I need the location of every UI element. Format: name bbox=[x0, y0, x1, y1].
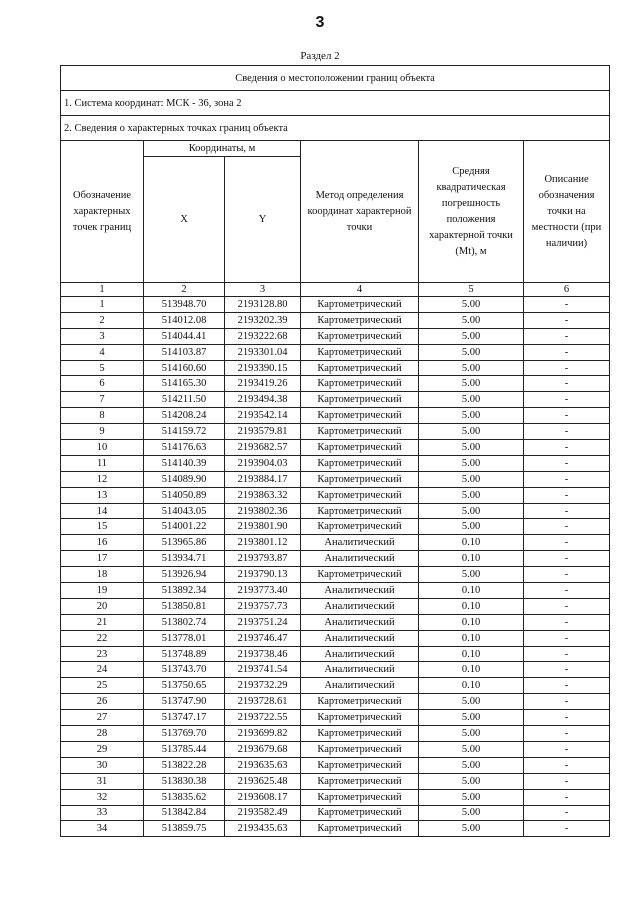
point-number-cell: 7 bbox=[61, 392, 144, 408]
description-cell: - bbox=[524, 662, 610, 678]
point-number-cell: 8 bbox=[61, 408, 144, 424]
description-cell: - bbox=[524, 297, 610, 313]
x-coordinate-cell: 514050.89 bbox=[144, 487, 225, 503]
point-number-cell: 19 bbox=[61, 583, 144, 599]
error-cell: 5.00 bbox=[419, 297, 524, 313]
table-row bbox=[61, 741, 610, 757]
method-cell: Картометрический bbox=[301, 773, 419, 789]
method-cell: Аналитический bbox=[301, 551, 419, 567]
error-cell: 5.00 bbox=[419, 710, 524, 726]
point-number-cell: 27 bbox=[61, 710, 144, 726]
point-number-cell: 14 bbox=[61, 503, 144, 519]
point-number-cell: 31 bbox=[61, 773, 144, 789]
error-cell: 5.00 bbox=[419, 471, 524, 487]
error-cell: 5.00 bbox=[419, 344, 524, 360]
method-cell: Картометрический bbox=[301, 328, 419, 344]
y-coordinate-cell: 2193801.12 bbox=[225, 535, 301, 551]
method-cell: Картометрический bbox=[301, 455, 419, 471]
header-description: Описание обозначения точки на местности (при наличии) bbox=[524, 141, 610, 283]
description-cell: - bbox=[524, 757, 610, 773]
point-number-cell: 33 bbox=[61, 805, 144, 821]
point-number-cell: 2 bbox=[61, 312, 144, 328]
point-number-cell: 11 bbox=[61, 455, 144, 471]
table-row bbox=[61, 614, 610, 630]
error-cell: 5.00 bbox=[419, 519, 524, 535]
method-cell: Аналитический bbox=[301, 535, 419, 551]
x-coordinate-cell: 513778.01 bbox=[144, 630, 225, 646]
y-coordinate-cell: 2193904.03 bbox=[225, 455, 301, 471]
error-cell: 5.00 bbox=[419, 741, 524, 757]
x-coordinate-cell: 513926.94 bbox=[144, 567, 225, 583]
method-cell: Картометрический bbox=[301, 741, 419, 757]
column-number: 3 bbox=[225, 283, 301, 297]
table-row bbox=[61, 440, 610, 456]
x-coordinate-cell: 513743.70 bbox=[144, 662, 225, 678]
table-row bbox=[61, 646, 610, 662]
y-coordinate-cell: 2193884.17 bbox=[225, 471, 301, 487]
y-coordinate-cell: 2193699.82 bbox=[225, 726, 301, 742]
error-cell: 5.00 bbox=[419, 789, 524, 805]
method-cell: Картометрический bbox=[301, 487, 419, 503]
error-cell: 5.00 bbox=[419, 440, 524, 456]
error-cell: 5.00 bbox=[419, 694, 524, 710]
table-row bbox=[61, 821, 610, 837]
x-coordinate-cell: 513850.81 bbox=[144, 598, 225, 614]
error-cell: 5.00 bbox=[419, 726, 524, 742]
description-cell: - bbox=[524, 583, 610, 599]
y-coordinate-cell: 2193722.55 bbox=[225, 710, 301, 726]
x-coordinate-cell: 513802.74 bbox=[144, 614, 225, 630]
description-cell: - bbox=[524, 710, 610, 726]
y-coordinate-cell: 2193728.61 bbox=[225, 694, 301, 710]
x-coordinate-cell: 513748.89 bbox=[144, 646, 225, 662]
description-cell: - bbox=[524, 773, 610, 789]
header-designation: Обозначение характерных точек границ bbox=[61, 141, 144, 283]
table-row bbox=[61, 757, 610, 773]
point-number-cell: 29 bbox=[61, 741, 144, 757]
x-coordinate-cell: 513822.28 bbox=[144, 757, 225, 773]
error-cell: 5.00 bbox=[419, 455, 524, 471]
x-coordinate-cell: 513830.38 bbox=[144, 773, 225, 789]
header-error: Средняя квадратическая погрешность положения характерной точки (Mt), м bbox=[419, 141, 524, 283]
point-number-cell: 1 bbox=[61, 297, 144, 313]
y-coordinate-cell: 2193582.49 bbox=[225, 805, 301, 821]
table-row bbox=[61, 726, 610, 742]
y-coordinate-cell: 2193751.24 bbox=[225, 614, 301, 630]
table-row bbox=[61, 408, 610, 424]
description-cell: - bbox=[524, 805, 610, 821]
method-cell: Картометрический bbox=[301, 344, 419, 360]
table-row bbox=[61, 312, 610, 328]
point-number-cell: 9 bbox=[61, 424, 144, 440]
table-row bbox=[61, 710, 610, 726]
x-coordinate-cell: 514001.22 bbox=[144, 519, 225, 535]
description-cell: - bbox=[524, 551, 610, 567]
y-coordinate-cell: 2193757.73 bbox=[225, 598, 301, 614]
method-cell: Аналитический bbox=[301, 662, 419, 678]
table-row bbox=[61, 805, 610, 821]
table-row bbox=[61, 297, 610, 313]
point-number-cell: 25 bbox=[61, 678, 144, 694]
method-cell: Аналитический bbox=[301, 614, 419, 630]
description-cell: - bbox=[524, 424, 610, 440]
description-cell: - bbox=[524, 821, 610, 837]
y-coordinate-cell: 2193682.57 bbox=[225, 440, 301, 456]
description-cell: - bbox=[524, 646, 610, 662]
method-cell: Картометрический bbox=[301, 376, 419, 392]
error-cell: 0.10 bbox=[419, 614, 524, 630]
method-cell: Картометрический bbox=[301, 710, 419, 726]
description-cell: - bbox=[524, 312, 610, 328]
method-cell: Картометрический bbox=[301, 694, 419, 710]
description-cell: - bbox=[524, 503, 610, 519]
method-cell: Картометрический bbox=[301, 424, 419, 440]
method-cell: Картометрический bbox=[301, 297, 419, 313]
table-row bbox=[61, 487, 610, 503]
table-row bbox=[61, 630, 610, 646]
x-coordinate-cell: 513747.17 bbox=[144, 710, 225, 726]
y-coordinate-cell: 2193579.81 bbox=[225, 424, 301, 440]
description-cell: - bbox=[524, 789, 610, 805]
description-cell: - bbox=[524, 535, 610, 551]
error-cell: 5.00 bbox=[419, 487, 524, 503]
point-number-cell: 15 bbox=[61, 519, 144, 535]
point-number-cell: 34 bbox=[61, 821, 144, 837]
coordinate-system: 1. Система координат: МСК - 36, зона 2 bbox=[61, 91, 610, 116]
table-row bbox=[61, 360, 610, 376]
column-number: 4 bbox=[301, 283, 419, 297]
points-title: 2. Сведения о характерных точках границ объекта bbox=[61, 116, 610, 141]
method-cell: Картометрический bbox=[301, 726, 419, 742]
page-number: 3 bbox=[315, 14, 325, 31]
error-cell: 0.10 bbox=[419, 662, 524, 678]
description-cell: - bbox=[524, 567, 610, 583]
y-coordinate-cell: 2193222.68 bbox=[225, 328, 301, 344]
x-coordinate-cell: 513750.65 bbox=[144, 678, 225, 694]
method-cell: Аналитический bbox=[301, 678, 419, 694]
description-cell: - bbox=[524, 614, 610, 630]
point-number-cell: 17 bbox=[61, 551, 144, 567]
method-cell: Картометрический bbox=[301, 440, 419, 456]
x-coordinate-cell: 514160.60 bbox=[144, 360, 225, 376]
y-coordinate-cell: 2193542.14 bbox=[225, 408, 301, 424]
column-number: 1 bbox=[61, 283, 144, 297]
x-coordinate-cell: 513785.44 bbox=[144, 741, 225, 757]
column-number: 2 bbox=[144, 283, 225, 297]
method-cell: Картометрический bbox=[301, 471, 419, 487]
error-cell: 5.00 bbox=[419, 360, 524, 376]
y-coordinate-cell: 2193625.48 bbox=[225, 773, 301, 789]
table-row bbox=[61, 503, 610, 519]
error-cell: 0.10 bbox=[419, 630, 524, 646]
y-coordinate-cell: 2193679.68 bbox=[225, 741, 301, 757]
method-cell: Аналитический bbox=[301, 583, 419, 599]
table-row bbox=[61, 789, 610, 805]
y-coordinate-cell: 2193202.39 bbox=[225, 312, 301, 328]
y-coordinate-cell: 2193793.87 bbox=[225, 551, 301, 567]
point-number-cell: 4 bbox=[61, 344, 144, 360]
header-y: Y bbox=[225, 157, 301, 283]
error-cell: 5.00 bbox=[419, 773, 524, 789]
y-coordinate-cell: 2193741.54 bbox=[225, 662, 301, 678]
table-row bbox=[61, 519, 610, 535]
y-coordinate-cell: 2193738.46 bbox=[225, 646, 301, 662]
x-coordinate-cell: 514211.50 bbox=[144, 392, 225, 408]
y-coordinate-cell: 2193419.26 bbox=[225, 376, 301, 392]
description-cell: - bbox=[524, 694, 610, 710]
method-cell: Картометрический bbox=[301, 312, 419, 328]
table-row bbox=[61, 662, 610, 678]
table-row bbox=[61, 567, 610, 583]
method-cell: Картометрический bbox=[301, 519, 419, 535]
table-row bbox=[61, 694, 610, 710]
error-cell: 0.10 bbox=[419, 583, 524, 599]
error-cell: 5.00 bbox=[419, 805, 524, 821]
y-coordinate-cell: 2193494.38 bbox=[225, 392, 301, 408]
x-coordinate-cell: 513892.34 bbox=[144, 583, 225, 599]
description-cell: - bbox=[524, 630, 610, 646]
table-row bbox=[61, 392, 610, 408]
x-coordinate-cell: 514044.41 bbox=[144, 328, 225, 344]
method-cell: Картометрический bbox=[301, 789, 419, 805]
y-coordinate-cell: 2193773.40 bbox=[225, 583, 301, 599]
method-cell: Картометрический bbox=[301, 392, 419, 408]
error-cell: 0.10 bbox=[419, 646, 524, 662]
point-number-cell: 18 bbox=[61, 567, 144, 583]
table-row bbox=[61, 551, 610, 567]
table-row bbox=[61, 455, 610, 471]
y-coordinate-cell: 2193801.90 bbox=[225, 519, 301, 535]
header-x: X bbox=[144, 157, 225, 283]
point-number-cell: 16 bbox=[61, 535, 144, 551]
y-coordinate-cell: 2193746.47 bbox=[225, 630, 301, 646]
point-number-cell: 13 bbox=[61, 487, 144, 503]
y-coordinate-cell: 2193863.32 bbox=[225, 487, 301, 503]
column-number: 6 bbox=[524, 283, 610, 297]
method-cell: Картометрический bbox=[301, 567, 419, 583]
column-number: 5 bbox=[419, 283, 524, 297]
point-number-cell: 5 bbox=[61, 360, 144, 376]
table-row bbox=[61, 328, 610, 344]
error-cell: 0.10 bbox=[419, 598, 524, 614]
x-coordinate-cell: 514043.05 bbox=[144, 503, 225, 519]
method-cell: Аналитический bbox=[301, 646, 419, 662]
header-method: Метод определения координат характерной точки bbox=[301, 141, 419, 283]
method-cell: Картометрический bbox=[301, 805, 419, 821]
x-coordinate-cell: 514159.72 bbox=[144, 424, 225, 440]
point-number-cell: 24 bbox=[61, 662, 144, 678]
description-cell: - bbox=[524, 741, 610, 757]
y-coordinate-cell: 2193802.36 bbox=[225, 503, 301, 519]
table-row bbox=[61, 424, 610, 440]
y-coordinate-cell: 2193635.63 bbox=[225, 757, 301, 773]
point-number-cell: 28 bbox=[61, 726, 144, 742]
method-cell: Картометрический bbox=[301, 821, 419, 837]
description-cell: - bbox=[524, 392, 610, 408]
description-cell: - bbox=[524, 360, 610, 376]
error-cell: 5.00 bbox=[419, 757, 524, 773]
error-cell: 5.00 bbox=[419, 328, 524, 344]
y-coordinate-cell: 2193732.29 bbox=[225, 678, 301, 694]
x-coordinate-cell: 513948.70 bbox=[144, 297, 225, 313]
method-cell: Аналитический bbox=[301, 598, 419, 614]
method-cell: Картометрический bbox=[301, 360, 419, 376]
x-coordinate-cell: 513965.86 bbox=[144, 535, 225, 551]
error-cell: 5.00 bbox=[419, 567, 524, 583]
table-row bbox=[61, 678, 610, 694]
error-cell: 5.00 bbox=[419, 312, 524, 328]
y-coordinate-cell: 2193608.17 bbox=[225, 789, 301, 805]
header-coordinates: Координаты, м bbox=[144, 141, 301, 157]
method-cell: Аналитический bbox=[301, 630, 419, 646]
table-row bbox=[61, 598, 610, 614]
x-coordinate-cell: 513769.70 bbox=[144, 726, 225, 742]
error-cell: 5.00 bbox=[419, 503, 524, 519]
point-number-cell: 26 bbox=[61, 694, 144, 710]
table-title: Сведения о местоположении границ объекта bbox=[61, 66, 610, 91]
x-coordinate-cell: 514103.87 bbox=[144, 344, 225, 360]
y-coordinate-cell: 2193435.63 bbox=[225, 821, 301, 837]
y-coordinate-cell: 2193128.80 bbox=[225, 297, 301, 313]
table-row bbox=[61, 773, 610, 789]
table-row bbox=[61, 344, 610, 360]
y-coordinate-cell: 2193790.13 bbox=[225, 567, 301, 583]
x-coordinate-cell: 514176.63 bbox=[144, 440, 225, 456]
point-number-cell: 10 bbox=[61, 440, 144, 456]
description-cell: - bbox=[524, 408, 610, 424]
point-number-cell: 23 bbox=[61, 646, 144, 662]
description-cell: - bbox=[524, 328, 610, 344]
point-number-cell: 6 bbox=[61, 376, 144, 392]
description-cell: - bbox=[524, 598, 610, 614]
error-cell: 5.00 bbox=[419, 408, 524, 424]
method-cell: Картометрический bbox=[301, 408, 419, 424]
error-cell: 5.00 bbox=[419, 821, 524, 837]
x-coordinate-cell: 513859.75 bbox=[144, 821, 225, 837]
error-cell: 0.10 bbox=[419, 535, 524, 551]
x-coordinate-cell: 514208.24 bbox=[144, 408, 225, 424]
y-coordinate-cell: 2193301.04 bbox=[225, 344, 301, 360]
point-number-cell: 21 bbox=[61, 614, 144, 630]
point-number-cell: 30 bbox=[61, 757, 144, 773]
y-coordinate-cell: 2193390.15 bbox=[225, 360, 301, 376]
description-cell: - bbox=[524, 440, 610, 456]
x-coordinate-cell: 513842.84 bbox=[144, 805, 225, 821]
description-cell: - bbox=[524, 487, 610, 503]
table-row bbox=[61, 535, 610, 551]
table-row bbox=[61, 583, 610, 599]
method-cell: Картометрический bbox=[301, 757, 419, 773]
point-number-cell: 22 bbox=[61, 630, 144, 646]
points-table-body bbox=[61, 297, 610, 837]
description-cell: - bbox=[524, 519, 610, 535]
error-cell: 5.00 bbox=[419, 376, 524, 392]
point-number-cell: 32 bbox=[61, 789, 144, 805]
x-coordinate-cell: 514089.90 bbox=[144, 471, 225, 487]
x-coordinate-cell: 513934.71 bbox=[144, 551, 225, 567]
error-cell: 5.00 bbox=[419, 392, 524, 408]
x-coordinate-cell: 513835.62 bbox=[144, 789, 225, 805]
error-cell: 5.00 bbox=[419, 424, 524, 440]
description-cell: - bbox=[524, 344, 610, 360]
error-cell: 0.10 bbox=[419, 678, 524, 694]
table-row bbox=[61, 471, 610, 487]
boundary-table bbox=[60, 65, 610, 837]
section-title: Раздел 2 bbox=[300, 50, 340, 62]
x-coordinate-cell: 514140.39 bbox=[144, 455, 225, 471]
description-cell: - bbox=[524, 471, 610, 487]
table-row bbox=[61, 376, 610, 392]
point-number-cell: 20 bbox=[61, 598, 144, 614]
description-cell: - bbox=[524, 726, 610, 742]
x-coordinate-cell: 513747.90 bbox=[144, 694, 225, 710]
description-cell: - bbox=[524, 376, 610, 392]
description-cell: - bbox=[524, 678, 610, 694]
x-coordinate-cell: 514012.08 bbox=[144, 312, 225, 328]
point-number-cell: 3 bbox=[61, 328, 144, 344]
description-cell: - bbox=[524, 455, 610, 471]
x-coordinate-cell: 514165.30 bbox=[144, 376, 225, 392]
error-cell: 0.10 bbox=[419, 551, 524, 567]
point-number-cell: 12 bbox=[61, 471, 144, 487]
method-cell: Картометрический bbox=[301, 503, 419, 519]
